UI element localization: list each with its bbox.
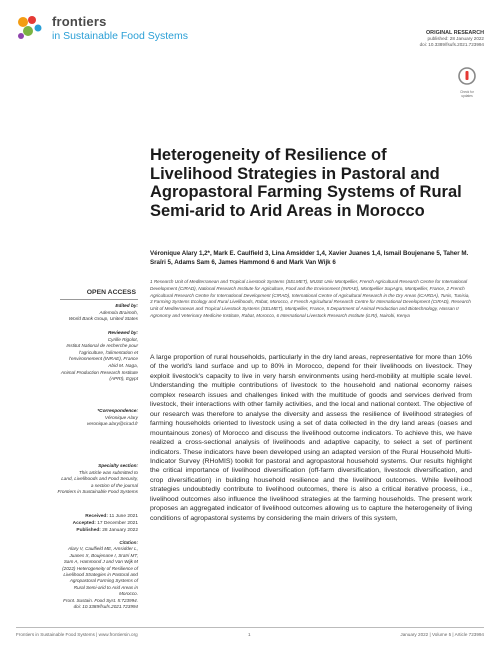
footer-journal-link[interactable]: Frontiers in Sustainable Food Systems | www.frontiersin.org bbox=[16, 632, 138, 637]
affiliations: 1 Research Unit of Mediterranean and Tropical Livestock Systems (SELMET), MUSE Univ Montpellier, French Agricultural Research Centre for International Development (CIRAD), National Research Institute for Agriculture, Food and the Environment (INRAE), Montpellier SupAgro, Montpellier, France, 2 French Agricultural Research Centre for International Development (CIRAD), International Centre of Agricultural Research in the Dry Areas (ICARDA), Tunis, Tunisia, 3 Farming Systems Ecology and Rural Livelihoods, Rabat, Morocco, 4 French Agricultural Research Centre for International Development (CIRAD), Research Unit of Mediterranean and Tropical Livestock Systems (SELMET), Montpellier, France, 5 Department of Animal Production and Biotechnology, Hassan II Agronomy and Veterinary Medicine Institute, Rabat, Morocco, 6 International Livestock Research Institute (ILRI), Nairobi, Kenya bbox=[150, 279, 471, 318]
frontiers-logo-icon bbox=[16, 14, 50, 44]
sidebar-divider bbox=[60, 299, 138, 300]
edited-by-section: Edited by: Ademola Braimoh, World Bank Group, United States bbox=[68, 303, 138, 322]
citation-doi[interactable]: doi: 10.3389/fsufs.2021.723994 bbox=[73, 604, 138, 610]
check-for-updates-badge[interactable] bbox=[456, 66, 478, 98]
author-list: Véronique Alary 1,2*, Mark E. Caulfield 3, Lina Amsidder 1,4, Xavier Juanes 1,4, Ismail Boujenane 5, Taher M. Sraïri 5, Adams Sam 6, James Hammond 6 and Mark Van Wijk 6 bbox=[150, 250, 469, 266]
article-type: ORIGINAL RESEARCH bbox=[425, 30, 484, 36]
brand-name: frontiers bbox=[52, 14, 107, 29]
journal-logo[interactable] bbox=[16, 14, 256, 54]
published-date: published: 28 January 2022 bbox=[427, 36, 484, 41]
correspondence-email[interactable]: veronique.alary@cirad.fr bbox=[86, 421, 138, 427]
reviewed-by-section: Reviewed by: Cyrille Rigolot, Institut National de recherche pour l'agriculture, l'alimentation et l'environnement (INRAE), France Abid M. Naga, Animal Production Research Institute (APRI), Egypt bbox=[60, 330, 138, 382]
specialty-section: Specialty section: This article was submitted to Land, Livelihoods and Food Security, a section of the journal Frontiers in Sustainable Food Systems bbox=[57, 463, 138, 495]
article-dates: Received: 11 June 2021 Accepted: 17 December 2021 Published: 28 January 2022 bbox=[72, 514, 138, 533]
page-footer bbox=[16, 627, 484, 638]
doi-link[interactable]: doi: 10.3389/fsufs.2021.723994 bbox=[419, 42, 484, 47]
page-number: 1 bbox=[248, 632, 251, 637]
abstract-text: A large proportion of rural households, particularly in the dry land areas, representative for more than 10% of the world's land surface and up to 80% in Morocco, depend for their livelihoods on livestock. They exploit livestock's capacity to live in very harsh environments using herd-mobility at multiple scale level. Understanding the multiple contributions of livestock to the household and national economy raises complex research issues and challenges linked with the multitude of goods and services derived from livestock, their interactions with other family activities, and the local and national context. The objective of our research was therefore to analyse the diversity and assess the resilience of livelihood strategies of farming households oriented to livestock using a set of data collected in the dry land areas (oases and mountainous zones) of Morocco and discuss the livelihood outcome indicators. To achieve this, we have realized a cross-sectional analysis of livelihoods and adaptive capacity, to select a set of pertinent indicators. These indicators have been developed using an adapted version of the Rural Household Multi-Indicator Survey (RHoMIS) toolkit for pastoral and agropastoral household systems. Our results highlight the critical importance of livelihood diversification (off-farm diversification, livestock diversification, and crop diversification) in building household resilience and the livelihood outcomes. While livelihood strategies undoubtedly contribute to livelihood outcomes, there is also a critical iterative process, i.e., livelihood outcomes also influence the livelihood strategies at the farming households. The present work proposes an aggregated indicator of livelihood outcomes allowing us to capture the heterogeneity of living conditions of agropastoral systems by considering the main drivers of this system, bbox=[150, 354, 472, 522]
updates-icon bbox=[456, 66, 478, 86]
article-title: Heterogeneity of Resilience of Livelihood Strategies in Pastoral and Agropastoral Farming Systems of Rural Semi-arid to Arid Areas in Morocco bbox=[150, 146, 462, 220]
updates-label: Check for updates bbox=[460, 90, 474, 98]
correspondence-section: *Correspondence: Véronique Alary veronique.alary@cirad.fr bbox=[16, 408, 138, 428]
journal-name: in Sustainable Food Systems bbox=[52, 30, 188, 42]
article-meta bbox=[420, 30, 484, 48]
citation-section: Citation: Alary V, Caulfield ME, Amsidder L, Juanes X, Boujenane I, Sraïri MT, Sam A, Hammond J and Van Wijk M (2022) Heterogeneity of Resilience of Livelihood Strategies in Pastoral and Agropastoral Farming Systems of Rural Semi-arid to Arid Areas in Morocco. Front. Sustain. Food Syst. 5:723994. doi: 10.3389/fsufs.2021.723994 bbox=[16, 540, 138, 610]
footer-volume: January 2022 | Volume 5 | Article 723994 bbox=[400, 632, 484, 637]
